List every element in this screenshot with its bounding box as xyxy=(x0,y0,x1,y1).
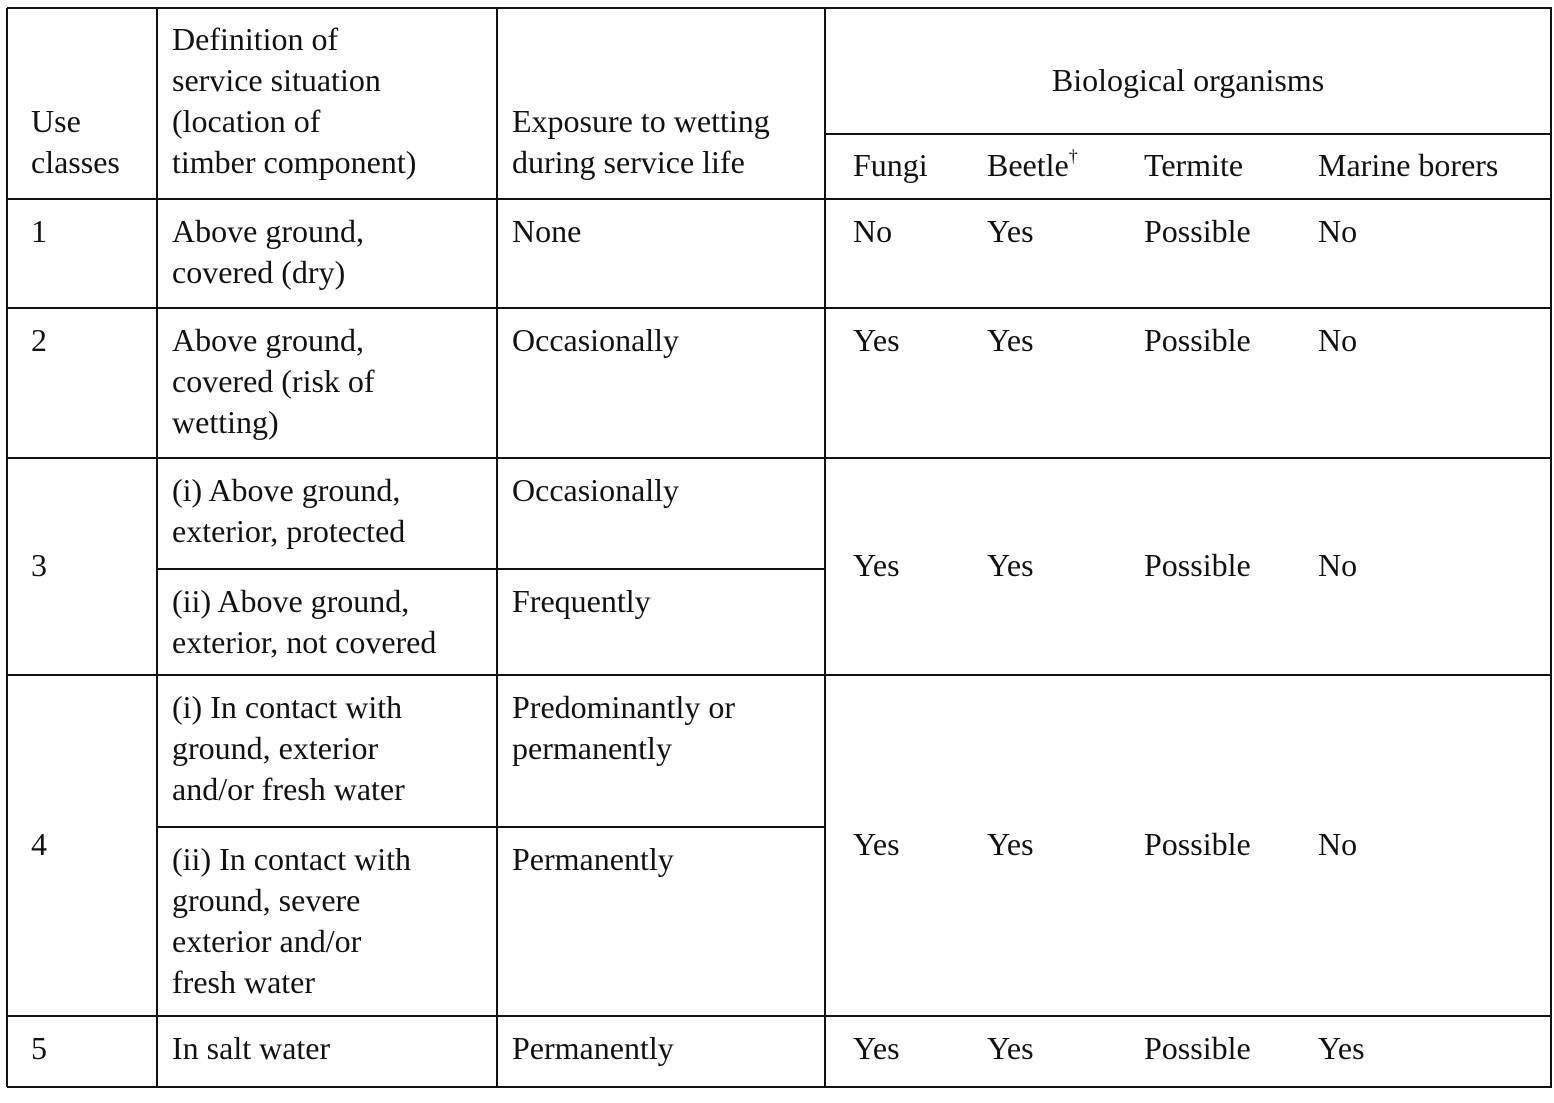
situation-definition-line: (ii) In contact with xyxy=(172,841,412,877)
exposure-value xyxy=(512,687,735,769)
header-exposure xyxy=(512,101,770,183)
situation-definition-line: exterior and/or xyxy=(172,923,362,959)
organism-value: No xyxy=(1318,546,1358,583)
organism-value: Possible xyxy=(1144,1030,1251,1066)
header-use-classes-line: Use xyxy=(31,103,81,139)
table-bottom-border xyxy=(7,1086,1552,1088)
situation-definition-line: ground, exterior xyxy=(172,730,379,766)
exposure-value xyxy=(512,470,679,511)
exposure-value xyxy=(512,211,581,252)
situation-definition-line: Above ground, xyxy=(172,213,364,249)
row-divider xyxy=(7,674,1551,676)
use-class-number: 1 xyxy=(31,213,47,249)
organism-value: Yes xyxy=(987,322,1034,358)
header-organism-fungi xyxy=(853,145,928,186)
column-divider xyxy=(156,8,158,1087)
situation-definition-line: and/or fresh water xyxy=(172,771,405,807)
organism-value: Yes xyxy=(987,825,1034,862)
header-definition-line: service situation xyxy=(172,62,381,98)
organism-value: Possible xyxy=(1144,322,1251,358)
exposure-value-line: Occasionally xyxy=(512,322,680,358)
exposure-value xyxy=(512,1028,674,1069)
situation-definition-line: Above ground, xyxy=(172,322,364,358)
organism-value: Yes xyxy=(853,1030,900,1066)
header-definition-line: timber component) xyxy=(172,144,417,180)
organism-value: Possible xyxy=(1144,213,1251,249)
situation-definition xyxy=(172,1028,330,1069)
header-organism-beetle xyxy=(987,145,1078,186)
situation-definition xyxy=(172,687,405,810)
situation-definition-line: (i) In contact with xyxy=(172,689,403,725)
organism-value: Yes xyxy=(853,825,900,862)
situation-definition xyxy=(172,211,364,293)
organism-value: Yes xyxy=(987,1030,1034,1066)
exposure-value xyxy=(512,839,674,880)
organism-value: Yes xyxy=(853,322,900,358)
situation-definition-line: wetting) xyxy=(172,404,279,440)
header-definition-line: Definition of xyxy=(172,21,339,57)
header-use-classes xyxy=(31,101,120,183)
organism-label: Fungi xyxy=(853,147,928,183)
header-biological-organisms: Biological organisms xyxy=(1051,62,1325,98)
header-organism-termite xyxy=(1144,145,1243,186)
exposure-value-line: Permanently xyxy=(512,1030,674,1066)
situation-definition xyxy=(172,470,405,552)
organism-value: No xyxy=(1318,213,1358,249)
exposure-value-line: Frequently xyxy=(512,583,651,619)
situation-definition-line: ground, severe xyxy=(172,882,361,918)
column-divider xyxy=(824,8,826,1087)
header-organism-marine-borers xyxy=(1318,145,1498,186)
exposure-value-line: Predominantly or xyxy=(512,689,736,725)
row-divider xyxy=(7,1015,1551,1017)
dagger-footnote-mark: † xyxy=(1068,146,1078,166)
situation-definition-line: exterior, not covered xyxy=(172,624,437,660)
situation-definition-line: (i) Above ground, xyxy=(172,472,401,508)
situation-definition xyxy=(172,839,411,1003)
exposure-value-line: None xyxy=(512,213,582,249)
header-definition-line: (location of xyxy=(172,103,321,139)
row-divider xyxy=(7,457,1551,459)
use-class-number: 3 xyxy=(31,546,47,583)
header-bottom-rule xyxy=(7,198,1551,200)
header-use-classes-line: classes xyxy=(31,144,120,180)
table-top-border xyxy=(7,7,1552,9)
situation-definition-line: covered (dry) xyxy=(172,254,346,290)
exposure-value-line: permanently xyxy=(512,730,672,766)
situation-definition-line: (ii) Above ground, xyxy=(172,583,410,619)
organism-value: No xyxy=(1318,825,1358,862)
organism-label: Marine borers xyxy=(1318,147,1499,183)
situation-divider xyxy=(157,826,825,828)
column-divider xyxy=(496,8,498,1087)
use-class-number: 5 xyxy=(31,1030,47,1066)
situation-divider xyxy=(157,568,825,570)
exposure-value-line: Occasionally xyxy=(512,472,680,508)
organism-value: Possible xyxy=(1144,825,1251,862)
organism-value: Yes xyxy=(987,546,1034,583)
situation-definition-line: fresh water xyxy=(172,964,316,1000)
header-exposure-line: Exposure to wetting xyxy=(512,103,770,139)
organism-value: Yes xyxy=(1318,1030,1365,1066)
organism-value: No xyxy=(853,213,893,249)
organism-value: Yes xyxy=(987,213,1034,249)
organism-label: Termite xyxy=(1144,147,1244,183)
biological-header-divider xyxy=(825,133,1551,135)
organism-value: No xyxy=(1318,322,1358,358)
exposure-value xyxy=(512,320,679,361)
use-class-number: 4 xyxy=(31,825,47,862)
table-right-border xyxy=(1550,8,1552,1087)
situation-definition-line: exterior, protected xyxy=(172,513,406,549)
header-exposure-line: during service life xyxy=(512,144,745,180)
exposure-value-line: Permanently xyxy=(512,841,674,877)
situation-definition xyxy=(172,320,375,443)
exposure-value xyxy=(512,581,651,622)
organism-value: Yes xyxy=(853,546,900,583)
organism-value: Possible xyxy=(1144,546,1251,583)
organism-label: Beetle xyxy=(987,147,1069,183)
table-left-border xyxy=(6,8,8,1087)
row-divider xyxy=(7,307,1551,309)
situation-definition-line: covered (risk of xyxy=(172,363,375,399)
situation-definition-line: In salt water xyxy=(172,1030,331,1066)
use-class-number: 2 xyxy=(31,322,47,358)
situation-definition xyxy=(172,581,436,663)
header-definition xyxy=(172,19,416,183)
